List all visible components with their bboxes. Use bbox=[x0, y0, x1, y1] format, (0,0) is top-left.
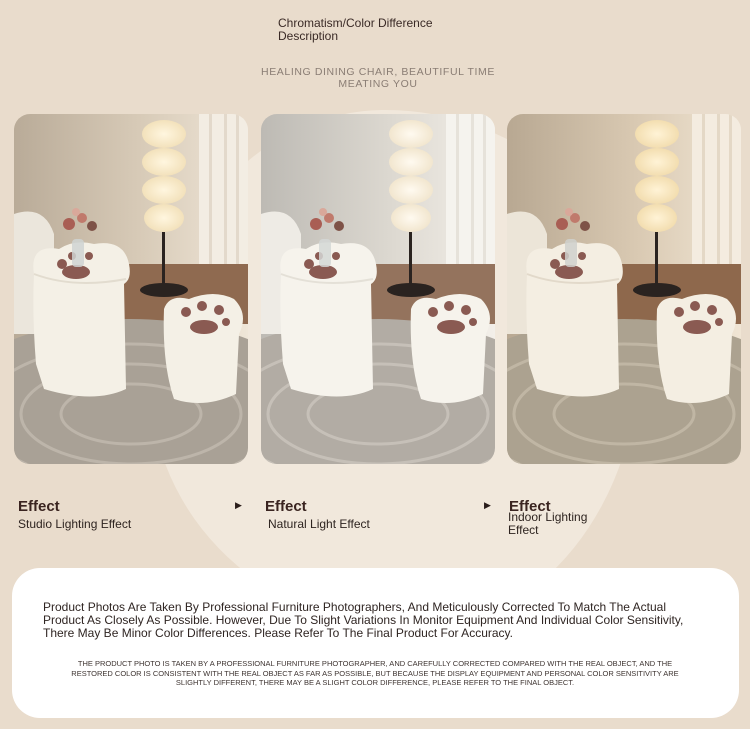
effect-description-indoor: Indoor Lighting Effect bbox=[508, 510, 588, 537]
effect-label-studio: Effect bbox=[18, 498, 60, 515]
notice-main-text: Product Photos Are Taken By Professional Furniture Photographers, And Meticulously Corrected To Match The Actual Product As Closely As Possible. However, Due To Slight Variations In Monitor Equipment And Individual Color Sensitivity, There May Be Minor Color Differences. Please Refer To The Final Product For Accuracy. bbox=[43, 600, 684, 640]
arrow-right-icon: ▶ bbox=[235, 500, 242, 510]
photo-scene-icon bbox=[261, 114, 495, 464]
effect-label-natural: Effect bbox=[265, 498, 307, 515]
effect-description-studio: Studio Lighting Effect bbox=[18, 517, 132, 531]
photo-scene-icon bbox=[507, 114, 741, 464]
notice-card bbox=[12, 568, 739, 718]
page-subtitle: HEALING DINING CHAIR, BEAUTIFUL TIME MEATING YOU bbox=[261, 66, 495, 90]
effect-description-natural: Natural Light Effect bbox=[268, 517, 370, 531]
effect-label-indoor: Effect bbox=[509, 498, 551, 515]
arrow-right-icon: ▶ bbox=[484, 500, 491, 510]
notice-fine-print: THE PRODUCT PHOTO IS TAKEN BY A PROFESSIONAL FURNITURE PHOTOGRAPHER, AND CAREFULLY CORRECTED COMPARED WITH THE REAL OBJECT, AND THE RESTORED COLOR IS CONSISTENT WITH THE REAL OBJECT AS FAR AS POSSIBLE, BUT BECAUSE THE DISPLAY EQUIPMENT AND PERSONAL COLOR SENSITIVITY ARE SLIGHTLY DIFFERENT, THERE MAY BE A SLIGHT COLOR DIFFERENCE, PLEASE REFER TO THE FINAL OBJECT. bbox=[71, 659, 679, 687]
product-photo-indoor bbox=[507, 114, 741, 464]
product-photo-natural bbox=[261, 114, 495, 464]
product-photo-studio bbox=[14, 114, 248, 464]
photo-scene-icon bbox=[14, 114, 248, 464]
page-title: Chromatism/Color Difference Description bbox=[278, 16, 433, 43]
